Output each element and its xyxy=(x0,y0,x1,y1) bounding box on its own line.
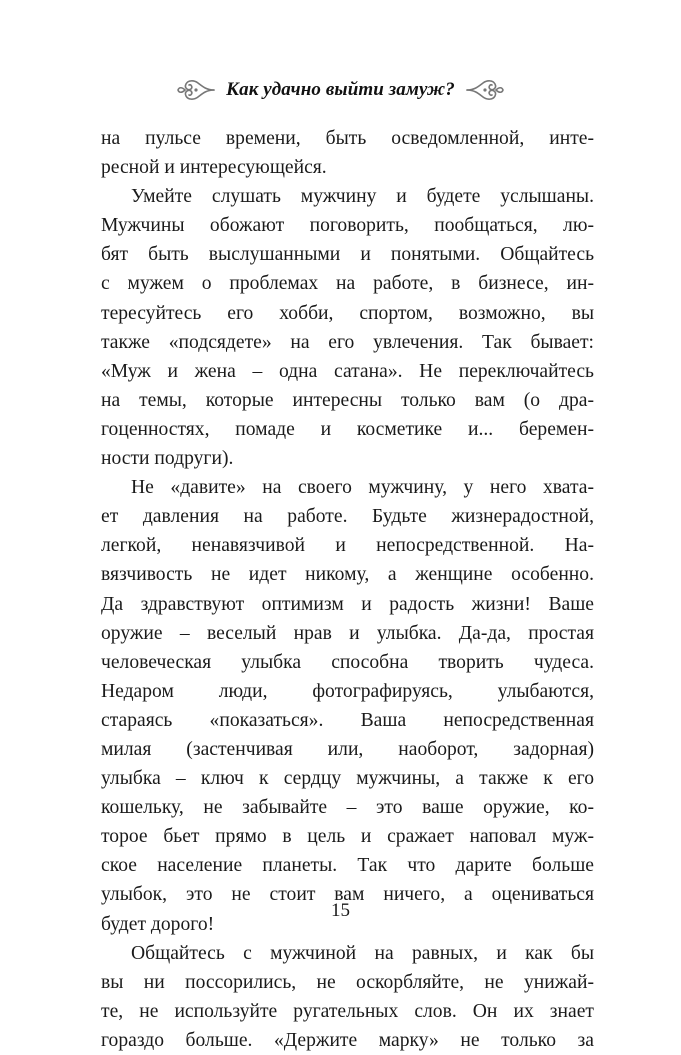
text-line: те, не используйте ругательных слов. Он их знает xyxy=(101,1000,594,1022)
text-line: человеческая улыбка способна творить чудеса. xyxy=(101,651,594,673)
text-line: на пульсе времени, быть осведомленной, инте- xyxy=(101,128,594,149)
text-line: Не «давите» на своего мужчину, у него хвата- xyxy=(131,477,594,499)
text-line: оружие – веселый нрав и улыбка. Да-да, простая xyxy=(101,622,594,644)
text-line: на темы, которые интересны только вам (о дра- xyxy=(101,389,594,411)
text-line: ресной и интересующейся. xyxy=(101,157,327,179)
text-line: бят быть выслушанными и понятыми. Общайтесь xyxy=(101,244,594,266)
text-line: с мужем о проблемах на работе, в бизнесе, ин- xyxy=(101,273,594,295)
text-line: тересуйтесь его хобби, спортом, возможно, вы xyxy=(101,302,594,324)
text-line: улыбка – ключ к сердцу мужчины, а также к его xyxy=(101,768,594,790)
running-title: Как удачно выйти замуж? xyxy=(226,79,455,100)
text-line: ности подруги). xyxy=(101,448,234,470)
text-line: легкой, ненавязчивой и непосредственной. На- xyxy=(101,535,594,557)
text-line: Да здравствуют оптимизм и радость жизни! Ваше xyxy=(101,593,594,615)
text-line: Умейте слушать мужчину и будете услышаны. xyxy=(131,186,594,208)
left-flourish-ornament-icon xyxy=(176,77,216,103)
text-line: гораздо больше. «Держите марку» не только за xyxy=(101,1029,594,1051)
running-header xyxy=(0,72,681,108)
text-line: милая (застенчивая или, наоборот, задорная) xyxy=(101,738,594,760)
text-line: улыбок, это не стоит вам ничего, а оцениваться xyxy=(101,884,594,906)
text-line: ет давления на работе. Будьте жизнерадостной, xyxy=(101,506,594,528)
page-number: 15 xyxy=(331,900,350,921)
text-line: кошельку, не забывайте – это ваше оружие, ко- xyxy=(101,797,594,819)
text-line: Общайтесь с мужчиной на равных, и как бы xyxy=(131,942,594,964)
text-line: также «подсядете» на его увлечения. Так бывает: xyxy=(101,331,594,353)
text-line: вы ни поссорились, не оскорбляйте, не унижай- xyxy=(101,971,594,993)
text-line: вязчивость не идет никому, а женщине особенно. xyxy=(101,564,594,586)
text-line: «Муж и жена – одна сатана». Не переключайтесь xyxy=(101,360,594,382)
text-line: Недаром люди, фотографируясь, улыбаются, xyxy=(101,680,594,702)
text-line: ское население планеты. Так что дарите больше xyxy=(101,855,594,877)
text-line: торое бьет прямо в цель и сражает наповал муж- xyxy=(101,826,594,848)
text-line: будет дорого! xyxy=(101,913,215,935)
text-line: Мужчины обожают поговорить, пообщаться, лю- xyxy=(101,215,594,237)
right-flourish-ornament-icon xyxy=(465,77,505,103)
text-line: гоценностях, помаде и косметике и... беремен- xyxy=(101,418,594,440)
text-line: стараясь «показаться». Ваша непосредственная xyxy=(101,709,594,731)
